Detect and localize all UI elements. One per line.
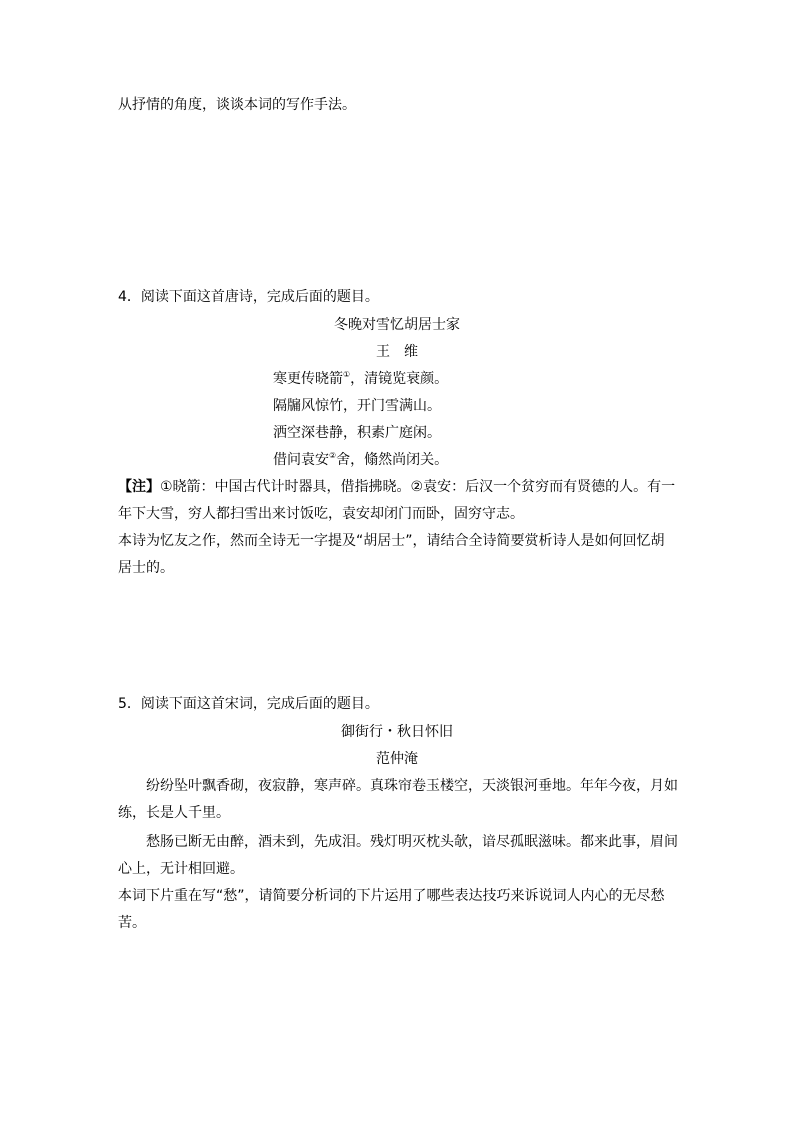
footnote-mark-2: ②	[329, 451, 337, 460]
q5-intro: 5．阅读下面这首宋词，完成后面的题目。	[118, 696, 379, 712]
q3-prompt: 从抒情的角度，谈谈本词的写作手法。	[118, 97, 356, 113]
footnote-mark-1: ①	[343, 370, 351, 379]
q4-poem-line-2: 隔牖风惊竹，开门雪满山。	[273, 398, 441, 414]
q4-poem-title: 冬晚对雪忆胡居士家	[334, 317, 460, 333]
q5-question-line-1: 本词下片重在写“愁”，请简要分析词的下片运用了哪些表达技巧来诉说词人内心的无尽愁	[118, 888, 665, 904]
q5-question-line-2: 苦。	[118, 915, 146, 931]
q5-stanza-1-line-2: 练，长是人千里。	[118, 805, 230, 821]
q5-poem-title: 御街行・秋日怀旧	[341, 724, 453, 740]
q5-stanza-1-line-1: 纷纷坠叶飘香砌，夜寂静，寒声碎。真珠帘卷玉楼空，天淡银河垂地。年年今夜，月如	[146, 778, 678, 794]
q4-poem-line-1: 寒更传晓箭①，清镜览衰颜。	[273, 370, 449, 387]
note-tag: 【注】	[118, 479, 160, 495]
q4-question-line-1: 本诗为忆友之作，然而全诗无一字提及“胡居士”，请结合全诗简要赏析诗人是如何回忆胡	[118, 533, 665, 549]
q5-stanza-2-line-2: 心上，无计相回避。	[118, 861, 244, 877]
q4-poem-line-3: 洒空深巷静，积素广庭闲。	[273, 425, 441, 441]
q4-poem-author: 王维	[376, 344, 432, 360]
q4-note-line-2: 年下大雪，穷人都扫雪出来讨饭吃，袁安却闭门而卧，固穷守志。	[118, 506, 524, 522]
q4-poem-line-4: 借问袁安②舍，翛然尚闭关。	[273, 451, 449, 468]
q4-intro: 4．阅读下面这首唐诗，完成后面的题目。	[118, 289, 379, 305]
q5-stanza-2-line-1: 愁肠已断无由醉，酒未到，先成泪。残灯明灭枕头欹，谙尽孤眠滋味。都来此事，眉间	[146, 834, 678, 850]
q5-poem-author: 范仲淹	[376, 751, 418, 767]
q4-note-line-1: 【注】①晓箭：中国古代计时器具，借指拂晓。②袁安：后汉一个贫穷而有贤德的人。有一	[118, 479, 676, 495]
q4-question-line-2: 居士的。	[118, 560, 174, 576]
